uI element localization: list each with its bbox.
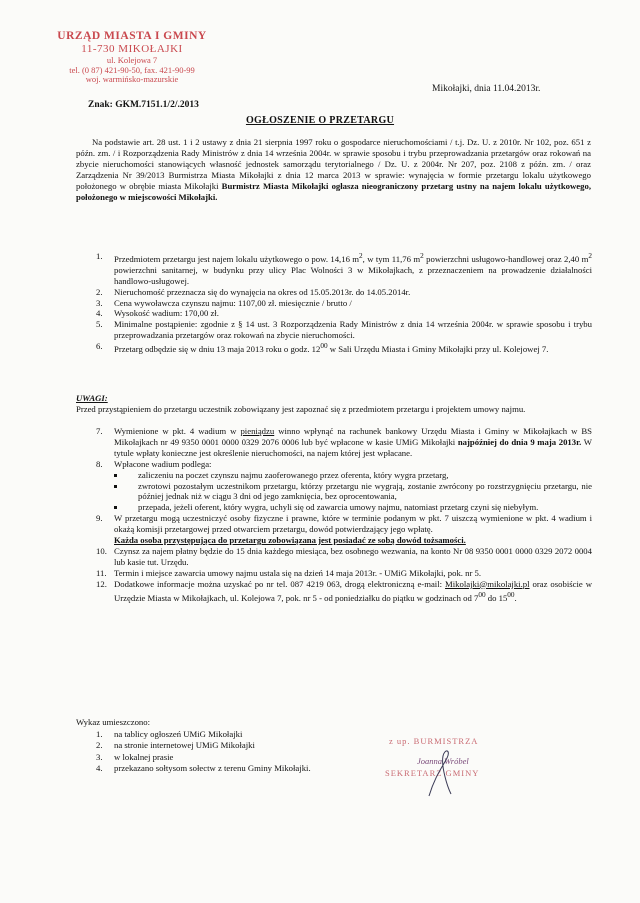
item-text: winno wpłynąć na rachunek bankowy Urzędu Miasta i Gminy w Mikołajkach w BS Mikołajkach nr 49 9350 0001 0000 0329 2076 0006 lub być wpłacone w kasie UMiG Mikołajki	[114, 426, 592, 447]
signature-stamp	[385, 736, 535, 796]
list-item	[86, 319, 592, 341]
stamp-line-1: URZĄD MIASTA I GMINY	[57, 30, 207, 42]
item-text: powierzchni usługowo-handlowej oraz 2,40 m	[423, 253, 589, 264]
reference-number: Znak: GKM.7151.1/2/.2013	[88, 100, 199, 110]
list-item	[86, 579, 592, 604]
superscript: 2	[588, 252, 592, 260]
item-number: 8.	[96, 458, 103, 469]
list-item	[86, 298, 592, 309]
deadline-bold: najpóźniej do dnia 9 maja 2013r.	[457, 436, 582, 447]
email-link[interactable]: Mikolajki@mikolajki.pl	[445, 578, 530, 589]
item-text: W tytule wpłaty konieczne jest określenie nieruchomości, na najem której jest wpłacane.	[114, 436, 592, 458]
stamp-line-4: tel. (0 87) 421-90-50, fax. 421-90-99	[69, 64, 195, 75]
item-number: 7.	[96, 426, 103, 436]
item-number: 6.	[96, 341, 103, 352]
list-item	[86, 568, 592, 579]
signature-name: Joanna Wróbel	[417, 756, 469, 766]
stamp-line-5: woj. warmińsko-mazurskie	[85, 74, 179, 85]
superscript: 00	[507, 590, 515, 599]
stamp-line-3: ul. Kolejowa 7	[106, 54, 158, 65]
item-text: do 15	[485, 592, 508, 603]
superscript: 00	[320, 342, 328, 351]
item-text: powierzchni sanitarnej, w budynku przy ulicy Plac Wolności 3 w Mikołajkach, z przeznaczeniem na prowadzenie działalności handlowo-usługowej.	[114, 264, 592, 286]
item-text: Wymienione w pkt. 4 wadium w	[114, 426, 241, 436]
item-text-underlined: pieniądzu	[240, 426, 275, 436]
item-text: w lokalnej prasie	[114, 751, 174, 762]
terms-list	[86, 251, 592, 355]
list-item	[86, 729, 406, 740]
item-number: 2.	[96, 740, 103, 751]
wadium-bullets	[86, 470, 592, 514]
office-stamp	[22, 30, 242, 85]
item-number: 4.	[96, 308, 103, 319]
item-number: 1.	[96, 729, 103, 739]
item-text: Nieruchomość przeznacza się do wynajęcia na okres od 15.05.2013r. do 14.05.2014r.	[114, 286, 411, 297]
conditions-list	[86, 426, 592, 603]
item-text: przekazano sołtysom sołectw z terenu Gminy Mikołajki.	[114, 763, 311, 774]
handwritten-signature-icon	[385, 736, 535, 800]
item-number: 1.	[96, 251, 103, 261]
remarks-paragraph: Przed przystąpieniem do przetargu uczestnik zobowiązany jest zapoznać się z przedmiotem przetargu i projektem umowy najmu.	[76, 404, 526, 414]
item-number: 10.	[96, 545, 107, 556]
list-item	[86, 308, 592, 319]
item-text: w Sali Urzędu Miasta i Gminy Mikołajki przy ul. Kolejowej 7.	[327, 344, 549, 355]
item-text: Dodatkowe informacje można uzyskać po nr tel. 087 4219 063, drogą elektroniczną e-mail:	[114, 578, 446, 589]
item-number: 2.	[96, 286, 103, 297]
list-item	[86, 513, 592, 546]
item-text: Cena wywoławcza czynszu najmu: 1107,00 zł. miesięcznie / brutto /	[114, 297, 352, 308]
item-number: 11.	[96, 567, 107, 578]
bullet-item: przepada, jeżeli oferent, który wygra, uchyli się od zawarcia umowy najmu, natomiast przetarg czyni się niebyłym.	[112, 502, 592, 513]
signature-line-1: z up. BURMISTRZA	[389, 736, 479, 746]
bullet-item: zwrotowi pozostałym uczestnikom przetargu, którzy przetargu nie wygrają, zostanie zwrócony po rozstrzygnięciu przetargu, nie później jednak niż w ciągu 3 dni od jego zamknięcia, bez oprocentowania,	[112, 481, 592, 503]
item-text: Termin i miejsce zawarcia umowy najmu ustala się na dzień 14 maja 2013r. - UMiG Mikołajki, pok. nr 5.	[114, 567, 482, 578]
list-item	[86, 763, 406, 774]
item-text: Przetarg odbędzie się w dniu 13 maja 2013 roku o godz. 12	[114, 344, 321, 355]
intro-paragraph	[76, 137, 591, 202]
item-text: na tablicy ogłoszeń UMiG Mikołajki	[114, 729, 243, 739]
item-text: Minimalne postąpienie: zgodnie z § 14 ust. 3 Rozporządzenia Rady Ministrów z dnia 14 września 2004r. w sprawie sposobu i trybu przeprowadzania przetargów oraz rokowań na zbycie nieruchomości.	[114, 319, 592, 341]
list-item	[86, 459, 592, 470]
list-item	[86, 740, 406, 751]
list-item	[86, 287, 592, 298]
signature-line-3: SEKRETARZ GMINY	[385, 768, 480, 778]
item-number: 4.	[96, 763, 103, 774]
item-text: W przetargu mogą uczestniczyć osoby fizyczne i prawne, które w terminie podanym w pkt. 7 uiszczą wymienione w pkt. 4 wadium i okażą komisji przetargowej przed otwarciem przetargu, dowód potwierdzający jego wpłatę.	[114, 513, 592, 535]
bullet-item: zaliczeniu na poczet czynszu najmu zaoferowanego przez oferenta, który wygra przetarg,	[112, 470, 592, 481]
place-date: Mikołajki, dnia 11.04.2013r.	[432, 84, 541, 94]
remarks-label: UWAGI:	[76, 393, 108, 403]
posting-label: Wykaz umieszczono:	[76, 717, 151, 727]
intro-normal: Na podstawie art. 28 ust. 1 i 2 ustawy z dnia 21 sierpnia 1997 roku o gospodarce nieruchomościami / t.j. Dz. U. z 2010r. Nr 102, poz. 651 z późn. zm. / i Rozporządzenia Rady Ministrów z dnia 14 września 2004r. w sprawie sposobu i trybu przeprowadzania przetargów oraz rokowań na zbycie nieruchomości stanowiących własność jednostek samorządu terytorialnego / Dz. U. z 2004r. Nr 207, poz. 2108 z późn. zm. / oraz Zarządzenia Nr 39/2013 Burmistrza Miasta Mikołajki z dnia 12 marca 2013 w sprawie: wynajęcia w formie przetargu lokalu użytkowego położonego w obrębie miasta Mikołajki	[76, 137, 591, 191]
superscript: 2	[420, 252, 424, 260]
item-text: , w tym 11,76 m	[362, 253, 421, 264]
item-number: 5.	[96, 319, 103, 330]
item-text: .	[514, 592, 517, 603]
superscript: 00	[478, 590, 486, 599]
document-title: OGŁOSZENIE O PRZETARGU	[245, 115, 395, 126]
item-text: na stronie internetowej UMiG Mikołajki	[114, 740, 255, 751]
identity-requirement: Każda osoba przystępująca do przetargu zobowiązana jest posiadać ze sobą dowód tożsamości.	[114, 535, 466, 546]
item-text: oraz osobiście w Urzędzie Miasta w Mikołajkach, ul. Kolejowa 7, pok. nr 5 - od poniedziałku do piątku w godzinach od 7	[114, 578, 593, 603]
item-number: 9.	[96, 513, 103, 524]
stamp-line-2: 11-730 MIKOŁAJKI	[81, 43, 183, 56]
item-text: Wysokość wadium: 170,00 zł.	[114, 308, 219, 319]
list-item	[86, 426, 592, 459]
item-number: 3.	[96, 297, 103, 308]
list-item	[86, 341, 592, 355]
item-text: Wpłacone wadium podlega:	[114, 458, 212, 469]
list-item	[86, 546, 592, 568]
list-item	[86, 752, 406, 763]
item-number: 3.	[96, 751, 103, 762]
item-number: 12.	[96, 578, 107, 589]
posting-list	[86, 729, 406, 775]
intro-bold: Burmistrz Miasta Mikołajki ogłasza nieograniczony przetarg ustny na najem lokalu użytkowego, położonego w miejscowości Mikołajki.	[76, 180, 591, 202]
item-text: Przedmiotem przetargu jest najem lokalu użytkowego o pow. 14,16 m	[114, 253, 360, 264]
list-item	[86, 251, 592, 287]
item-text: Czynsz za najem płatny będzie do 15 dnia każdego miesiąca, bez osobnego wezwania, na konto Nr 08 9350 0001 0000 0329 2072 0004 lub kasie tut. Urzędu.	[114, 545, 592, 567]
superscript: 2	[359, 252, 363, 260]
